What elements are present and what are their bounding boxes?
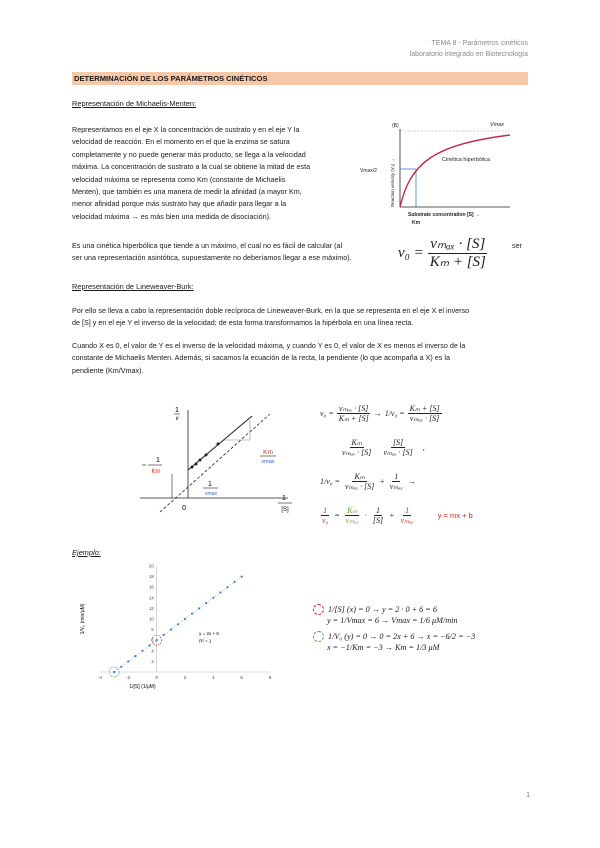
example-xlabel: 1/[S] (1/μM) [129,684,156,690]
example-res1-line1: 1/[S] (x) = 0 → y = 2 · 0 + 6 = 6 [328,605,437,614]
lb-p2-line: Cuando X es 0, el valor de Y es el inverso de la velocidad máxima, y cuando Y es 0, el valor de X es menos el inverso de la [72,341,466,350]
lb-eq4-slope-num: Kₘ [347,506,358,515]
example-y-tick: 6 [151,637,154,643]
example-point [205,602,207,604]
example-y-tick: 8 [151,627,154,633]
lb-eq2-frac2 [381,438,414,457]
mm-line: Menten), que también es una manera de medir la afinidad (a mayor Km, [72,187,302,197]
example-point [177,623,179,625]
hyper-line: Es una cinética hiperbólica que tiende a un máximo, el cual no es fácil de calcular (al [72,241,343,250]
header-topic: TEMA 8 - Parámetros cinéticos [431,40,528,47]
lb-subtitle: Representación de Lineweaver-Burk: [72,282,194,291]
lb-eq1-frac1 [337,404,371,423]
example-res2-line2: x = −1/Km = −3 → Km = 1/3 μM [327,643,440,652]
mm-eq-fraction [428,236,488,272]
example-point [134,655,136,657]
hyper-line: ser una representación asintótica, supuestamente no deberíamos llegar a ese máximo). [72,253,352,263]
lb-eq3-frac1 [343,472,376,491]
lb-y-num: 1 [175,407,179,414]
lb-point [199,459,202,462]
mm-eq-num: vₘₐₓ · [S] [428,236,487,254]
example-x-tick: 6 [240,675,243,680]
example-x-tick: -4 [97,675,103,680]
example-y-tick: 16 [148,584,154,590]
mm-eq-lhs: v₀ = [398,245,424,262]
example-y-tick: 14 [148,595,154,601]
lb-eq4-equals: = [334,511,340,521]
lb-eq1-den1: Kₘ + [S] [338,414,369,424]
example-point [148,644,150,646]
lb-eq4-lhs-den: v₀ [322,516,329,526]
lb-p2-line: pendiente (Km/Vmax). [72,365,144,375]
lb-eq3-den1: vₘₐₓ · [S] [344,482,375,492]
page-number: 1 [526,792,530,799]
green-circle-icon [313,631,324,642]
lb-eq4-x [371,506,385,525]
lb-eq1-frac2 [408,404,442,423]
lb-eq3-den2: vₘₐₓ [389,482,403,492]
lb-int-den: vmax [205,491,217,497]
lb-eq4-slope-den: vₘₐₓ [345,516,359,526]
lb-eq4-x-num: 1 [376,506,381,515]
example-res1-line2: y = 1/Vmax = 6 → Vmax = 1/6 μM/min [327,616,458,625]
lb-eq4-linear-label: y = mx + b [437,511,473,521]
lb-eq3-num1: Kₘ [354,472,365,481]
example-point [233,581,235,583]
header-course: laboratorio integrado en Biotecnología [409,51,528,58]
lb-eq4-lhs-num: 1 [323,506,328,515]
lb-graph [140,400,300,520]
example-point [120,666,122,668]
lb-paragraph-1 [72,305,532,330]
example-y-tick: 12 [148,605,154,611]
example-ylabel: 1/V₀ (min/μM) [80,603,86,635]
mm-graph-ylabel: Reaction velocity (V₀) → [390,158,395,207]
lb-eq4-lhs [320,506,330,525]
example-point [198,607,200,609]
example-x-tick: 8 [268,675,272,680]
example-point [141,650,143,652]
lb-p1-line: Por ello se lleva a cabo la representación doble recíproca de Lineweaver-Burk, en la que se representa en el eje X el inverso [72,306,470,315]
mm-graph [360,115,528,230]
mm-graph-km-label: Km [412,220,421,226]
lb-eq3-tail: → [407,477,416,487]
mm-subtitle: Representación de Michaelis-Menten: [72,99,197,108]
mm-graph-vmax-half-label: Vmax/2 [360,168,377,174]
example-point [163,634,165,636]
lb-eq2-num1: Kₘ [351,438,362,447]
hyper-paragraph [72,240,392,265]
example-point [184,618,186,620]
lb-x-den: [S] [281,507,289,513]
lb-eq1 [320,404,442,423]
lb-eq4-x-den: [S] [372,516,384,526]
example-axes [98,564,272,681]
mm-line: velocidad máxima → es más bien una medida de disociación). [72,211,271,221]
mm-line: Representamos en el eje X la concentración de sustrato y en el eje Y la [72,125,300,134]
ser-word: ser [512,241,522,250]
lb-eq2 [340,438,425,457]
lb-eq2-tail: , [422,443,425,453]
mm-graph-xlabel: Substrate concentration [S] → [408,212,480,218]
example-point [241,576,243,578]
mm-graph-curve [400,135,510,207]
mm-line: velocidad de reacción. En el momento en el que la enzima se satura [72,137,290,147]
lb-y-den: v [175,416,179,422]
example-res2-line1: 1/V₀ (y) = 0 → 0 = 2x + 6 → x = −6/2 = −3 [328,632,476,641]
lb-eq4-intercept [399,506,416,525]
lb-eq1-num1: vₘₐₓ · [S] [339,404,369,413]
example-y-tick: 4 [151,648,154,654]
example-point [113,671,115,673]
lb-slope-num: Km [263,449,273,456]
lb-eq2-den2: vₘₐₓ · [S] [383,448,413,458]
lb-eq2-frac1 [340,438,373,457]
example-point [226,586,228,588]
mm-graph-curve-label: Cinética hiperbólica [442,157,490,163]
example-point [127,660,129,662]
example-y-tick: 18 [148,574,154,580]
example-x-tick: -2 [126,675,131,680]
lb-origin: 0 [182,505,186,512]
example-point [156,639,158,641]
lb-eq3-lhs: 1/v₀ = [320,477,340,487]
lb-eq1-arrow: → [373,409,382,419]
lb-regression-line [160,414,270,512]
lb-point [191,466,194,469]
example-point [212,597,214,599]
mm-line: velocidad máxima se representa como Km (constante de Michaelis [72,174,286,184]
lb-eq4-dot: · [364,511,367,521]
mm-equation [398,236,488,272]
mm-paragraph [72,124,372,223]
lb-eq2-num2: [S] [392,438,404,447]
lb-eq4-slope [344,506,361,525]
lb-eq3-num2: 1 [394,472,399,481]
example-point [191,613,193,615]
lb-point [205,454,208,457]
lb-paragraph-2 [72,340,532,377]
lb-int-num: 1 [208,481,212,488]
example-y-tick: 20 [148,563,154,569]
mm-graph-vmax-label: Vmax [490,122,505,128]
example-point [170,629,172,631]
example-x-tick: 4 [212,675,215,680]
lb-data-line [188,416,252,470]
lb-eq1-num2: Kₘ + [S] [409,404,440,413]
example-chart [70,560,290,690]
example-trend-r2: R² = 1 [199,638,212,644]
lb-eq3-plus: + [379,477,385,487]
lb-p2-line: constante de Michaelis Menten. Además, si sacamos la ecuación de la recta, la pendiente (lo que acompaña a X) es la [72,353,450,363]
example-y-tick: 2 [151,658,154,664]
lb-eq3 [320,472,416,491]
example-x-tick: 0 [155,675,158,680]
lb-eq2-den1: vₘₐₓ · [S] [342,448,372,458]
lb-eq4 [320,506,473,525]
mm-line: máxima. La concentración de sustrato a la cual se obtiene la mitad de esta [72,162,311,172]
example-trend-eq: y = 2x + 6 [199,630,219,636]
lb-point [195,463,198,466]
red-circle-icon [313,604,324,615]
mm-line: completamente y no puede generar más producto, se llega a la velocidad [72,149,306,159]
example-y-tick: 10 [148,616,154,622]
example-x-tick: 2 [183,675,187,680]
example-result-1 [313,604,458,626]
lb-point [217,443,220,446]
mm-graph-ytop: (B) [392,123,399,129]
lb-eq4-int-den: vₘₐₓ [400,516,414,526]
lb-eq4-int-num: 1 [405,506,410,515]
lb-eq4-plus: + [389,511,395,521]
lb-eq1-lhs: v₀ = [320,409,334,419]
example-result-2 [313,631,475,653]
lb-p1-line: de [S] y en el eje Y el inverso de la velocidad; de esta forma transformamos la hipérbola en una línea recta. [72,318,414,328]
lb-x-num: 1 [282,495,286,502]
mm-line: menor afinidad porque más sustrato hay que añadir para llegar a la [72,199,287,209]
example-point [219,591,221,593]
lb-eq3-frac2 [388,472,405,491]
lb-neg-num: 1 [156,457,160,464]
lb-eq1-den2: vₘₐₓ · [S] [409,414,440,424]
lb-slope-den: vmax [261,459,275,465]
section-title: DETERMINACIÓN DE LOS PARÁMETROS CINÉTICOS [72,72,528,85]
lb-neg-den: Km [151,469,161,475]
mm-eq-den: Kₘ + [S] [429,254,486,271]
lb-eq1-rhs: 1/v₀ = [384,409,405,419]
example-title: Ejemplo: [72,548,101,557]
